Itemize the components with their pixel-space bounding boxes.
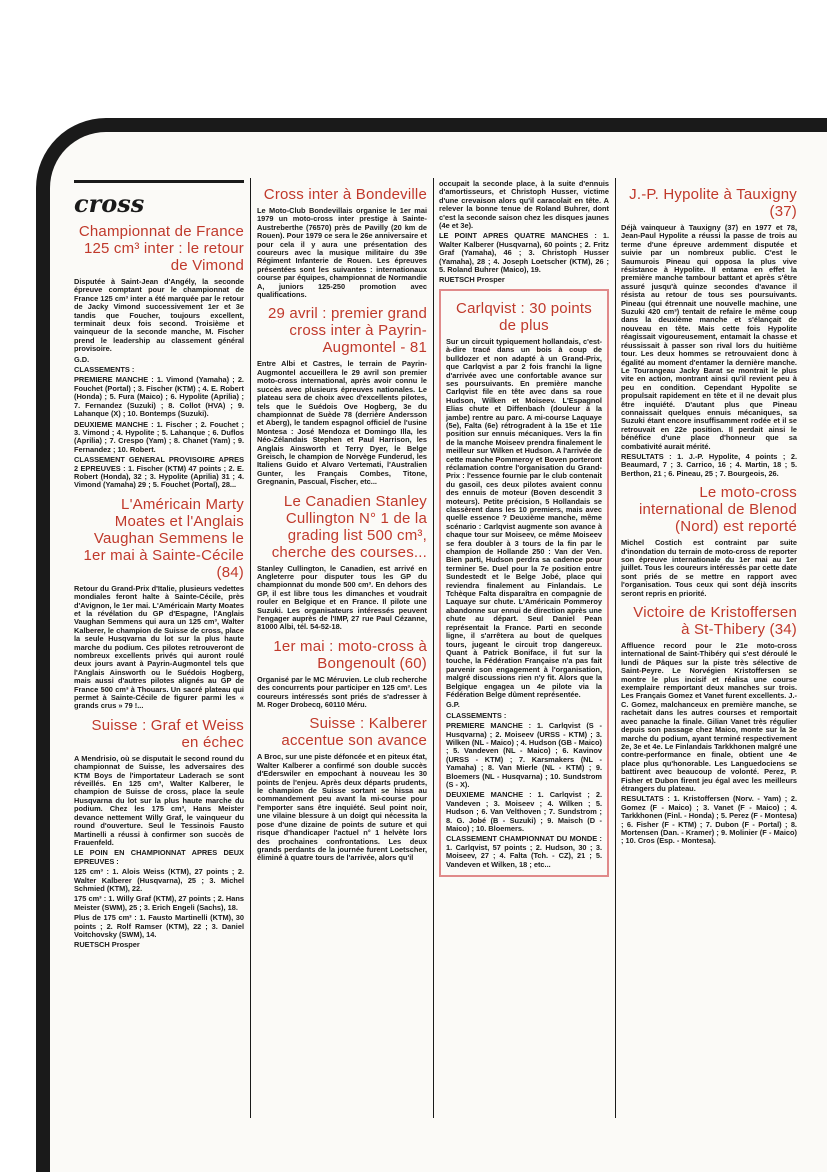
article-body: Disputée à Saint-Jean d'Angély, la seconde épreuve comptant pour le championnat de France 125 cm³ inter a été marquée par le retour de Jacky Vimond successivement 1er et 3e tandis que Foucher, toujours excellent, terminait deux fois second. Troisième et vainqueur de la seconde manche, M. Fischer prend le leadership au classement général provisoire. [74,277,244,354]
results-text: CLASSEMENT CHAMPIONNAT DU MONDE : 1. Carlqvist, 57 points ; 2. Hudson, 30 ; 3. Moiseev, 27 ; 4. Falta (Tch. - CZ), 21 ; 5. Vandeven et Wilken, 18 ; etc... [446,834,602,869]
column-divider [433,178,434,1118]
article-body: Retour du Grand-Prix d'Italie, plusieurs vedettes mondiales feront halte à Sainte-Cécile, près d'Avignon, le 1er mai. L'Américain Marty Moates et la révélation du GP d'Espagne, l'Anglais Vaughan Semmens qui aura un 125 cm³, Walter Kalberer, le champion de Suisse de cross, place la seule Husqvarna du lot sur la plus haute marche du podium. Ces pilotes retrouveront de nombreux excellents privés qui auront roulé deux jours avant à Payrin-Augmontel tels que l'Anglais Ainsworth ou le Suédois Hogberg, mais aussi d'autres pilotes alignés au GP de France 500 cm³ à Thouars. Un sacré plateau qui permet à Sainte-Cécile de figurer parmi les « grands crus » 79 !... [74,583,244,711]
article-body: Sur un circuit typiquement hollandais, c'est-à-dire tracé dans un bois à coup de bulldozer et non adapté à un Grand-Prix, que Carlqvist a par 2 fois franchi la ligne d'arrivée avec une confortable avance sur ses poursuivants. En première manche Carlqvist file en tête avec dans sa roue Hudson, Wilken et Moiseev. L'Espagnol Elias chute et Diffenbach (douleur à la jambe) rentre au parc. A mi-course Laquaye (5e), Falta (6e) rétrogradent à la 15e et 11e position sur ennuis mécaniques. Vers la fin de la manche Moiseev prendra finalement le meilleur sur Wilken et Hudson. A l'arrivée de cette manche Pommeroy et Boven porteront réclamation contre l'organisation du Grand-Prix : l'essence fournie par le club contenait du gasoil, ces deux pilotes avaient connu des ennuis de moteur (Boven descendit 3 moteurs). Petite précision, 5 Hollandais se classèrent dans les 10 premiers, mais avec quelle essence ? Deuxième manche, même scénario : Carlqvist augmente son avance à chaque tour sur Moiseev, ce même Moiseev se fera doubler à 3 tours de la fin par le champion de Hollande 250 : Van der Ven. Bien parti, Hudson perdra sa cadence pour terminer 5e. Duel pour la 7e position entre Sundestedt et le Belge Jobé, place qui reviendra finalement au Finlandais. Le Tchèque Falta disparaîtra en compagnie de Laquaye sur chute. L'Américain Pommeroy abandonne sur ennui de direction après une chute au départ. Seul Daniel Pean représentait la France. Parti en seconde ligne, il s'arrêtera au bout de quelques tours, jugeant le circuit trop dangereux. Quant à Patrick Boniface, il fut sur la touche, la Fédération Française n'a pas fait parvenir son engagement à l'organisation, malgré discussions rien n'y fit. Alors que la Belgique engagea un 4e pilote via la Fédération Belge dûment représentée. [446,336,602,699]
article-title: Carlqvist : 30 points de plus [456,299,592,334]
column-1 [74,180,244,952]
results-heading: CLASSEMENTS : [446,710,507,720]
section-rubric: cross [74,180,244,217]
article-signature: G.P. [446,700,460,710]
article-title: Championnat de France 125 cm³ inter : le retour de Vimond [78,223,244,274]
article-title: 1er mai : moto-cross à Bongenoult (60) [273,637,427,672]
article-body: Entre Albi et Castres, le terrain de Payrin-Augmontel accueillera le 29 avril son premier moto-cross international, après avoir connu le succès avec plusieurs épreuves nationales. Le plateau sera de choix avec d'excellents pilotes, tels que le Suédois Ove Hogberg, 3e du championnat de Suède 78 (derrière Andersson et Aberg), le tandem espagnol officiel de l'usine Montesa : José Mendoza et Domingo Illa, les Néo-Zélandais Stephen et Paul Harrison, les Anglais Ainsworth et Terry Dyer, le Belge Greisch, le champion de Norvège Funderud, les Italiens Guido et Alvaro Vertemati, l'Australien Gunter, les Français Combes, Titone, Gregnanin, Pascual, Fischer, etc... [257,359,427,487]
article-body: Affluence record pour le 21e moto-cross international de Saint-Thibéry qui s'est déroulé le lundi de Pâques sur la piste très sélective de Saint-Peyre. Le Norvégien Kristoffersen se montre le plus incisif et réalisa une course exemplaire remportant deux manches sur trois. Les Français Gomez et Vanet furent excellents. J.-C. Gomez, malchanceux en première manche, se rachetait dans les autres courses et remportait avec panache la finale. Gilian Vanet très régulier depuis son passage chez Maico, monte sur la 3e marche du podium, ayant terminé respectivement 2e, 3e et 4e. Le Finlandais Tarkkhonen malgré une contre-performance en finale, obtient une 4e place plus qu'honorable. Les Languedociens se battirent avec beaucoup de volonté. Perez, P. Fisher et Dubon firent jeu égal avec les meilleurs étrangers du plateau. [621,641,797,793]
column-2 [257,180,427,865]
page-top-margin [0,0,827,118]
article-body: Organisé par le MC Méruvien. Le club recherche des concurrents pour participer en 125 cm³. Les coureurs intéressés sont priés de s'adresser à M. Roger Drobecq, 60110 Méru. [257,674,427,710]
article-title: Le Canadien Stanley Cullington N° 1 de la grading list 500 cm³, cherche des courses... [271,492,427,561]
article-title: Suisse : Graf et Weiss en échec [91,716,244,751]
results-text: DEUXIEME MANCHE : 1. Fischer ; 2. Fouchet ; 3. Vimond ; 4. Hypolite ; 5. Lahanque ; 6. Duflos (Aprilia) ; 7. Crespo (Yam) ; 8. Chanet (Yam) ; 9. Fernandez ; 10. Robert. [74,419,244,454]
article-title: Victoire de Kristoffersen à St-Thibery (34) [633,604,797,639]
results-text: LE POINT APRES QUATRE MANCHES : 1. Walter Kalberer (Husqvarna), 60 points ; 2. Fritz Graf (Yamaha), 46 ; 3. Christoph Husser (Yamaha), 28 ; 4. Joseph Loetscher (KTM), 26 ; 5. Roland Buhrer (Maico), 19. [439,231,609,275]
column-3 [439,180,609,877]
results-text: RESULTATS : 1. Kristoffersen (Norv. - Yam) ; 2. Gomez (F - Maico) ; 3. Vanet (F - Maico) ; 4. Tarkkhonen (Finl. - Honda) ; 5. Perez (F - Montesa) ; 6. Fisher (F - KTM) ; 7. Dubon (F - Portal) ; 8. Mortensen (Dan. - Kramer) ; 9. Molinier (F - Maico) ; 10. Cros (Esp. - Montesa). [621,794,797,846]
results-text: 175 cm³ : 1. Willy Graf (KTM), 27 points ; 2. Hans Meister (SWM), 25 ; 3. Erich Engeli (Sachs), 18. [74,894,244,912]
results-text: PREMIERE MANCHE : 1. Carlqvist (S - Husqvarna) ; 2. Moiseev (URSS - KTM) ; 3. Wilken (NL - Maico) ; 4. Hudson (GB - Maico) ; 5. Vandeven (NL - Maico) ; 6. Kavinov (URSS - KTM) ; 7. Karsmakers (NL - Yamaha) ; 8. Van Mierle (NL - KTM) ; 9. Bloemers (NL - Husqvarna) ; 10. Sundstrom (S - X). [446,721,602,789]
results-heading: CLASSEMENTS : [74,365,135,375]
article-title: Suisse : Kalberer accentue son avance [281,715,427,750]
results-text: CLASSEMENT GENERAL PROVISOIRE APRES 2 EPREUVES : 1. Fischer (KTM) 47 points ; 2. E. Robert (Honda), 32 ; 3. Hypolite (Aprilia) 31 ; 4. Vimond (Yamaha) 29 ; 5. Fouchet (Portal), 28... [74,455,244,490]
article-body: occupait la seconde place, à la suite d'ennuis d'amortisseurs, et Christoph Husser, victime d'une crevaison alors qu'il caracolait en tête. A relever la bonne tenue de Roland Buhrer, dont c'est la seconde saison chez les disques jaunes (4e et 3e). [439,179,609,231]
article-title: L'Américain Marty Moates et l'Anglais Vaughan Semmens le 1er mai à Sainte-Cécile (84) [83,495,244,581]
results-text: PREMIERE MANCHE : 1. Vimond (Yamaha) ; 2. Fouchet (Portal) ; 3. Fischer (KTM) ; 4. E. Robert (Honda) ; 5. Fura (Maico) ; 6. Hypolite (Aprilia) ; 7. Fernandez (Suzuki) ; 8. Collot (HVA) ; 9. Lahanque (X) ; 10. Bontemps (Suzuki). [74,375,244,419]
article-title: 29 avril : premier grand cross inter à Payrin-Augmontel - 81 [267,305,427,357]
article-body: Stanley Cullington, le Canadien, est arrivé en Angleterre pour disputer tous les GP du championnat du monde 500 cm³. En dehors des GP, il est libre tous les dimanches et voudrait rouler en Belgique et en France. Il pilote une Suzuki. Les organisateurs intéressés peuvent l'engager auprès de l'IMP, 27 rue Paul Cézanne, 81000 Albi, tél. 54-52-18. [257,563,427,632]
results-text: DEUXIEME MANCHE : 1. Carlqvist ; 2. Vandeven ; 3. Moiseev ; 4. Wilken ; 5. Hudson ; 6. Van Velthoven ; 7. Sundstrom ; 8. G. Jobé (B - Suzuki) ; 9. Maisch (D - Maico) ; 10. Bloemers. [446,790,602,834]
column-4 [621,180,797,848]
column-divider [615,178,616,1118]
article-title: Le moto-cross international de Blenod (Nord) est reporté [638,484,797,536]
boxed-article [439,289,609,877]
results-text: Plus de 175 cm³ : 1. Fausto Martinelli (KTM), 30 points ; 2. Rolf Ramser (KTM), 22 ; 3. Daniel Voitchovsky (SWM), 14. [74,913,244,939]
article-signature: G.D. [74,354,90,364]
column-divider [250,178,251,1118]
article-body: Michel Costich est contraint par suite d'inondation du terrain de moto-cross de reporter son épreuve internationale du 1er mai au 1er juillet. Tous les coureurs intéressés par cette date sont priés de se mettre en rapport avec l'organisation. Tous ceux qui sont déjà inscrits seront repris en priorité. [621,538,797,598]
article-title: J.-P. Hypolite à Tauxigny (37) [629,186,797,220]
results-heading: LE POIN EN CHAMPIONNAT APRES DEUX EPREUVES : [74,848,244,866]
results-text: RESULTATS : 1. J.-P. Hypolite, 4 points ; 2. Beaumard, 7 ; 3. Carrico, 16 ; 4. Martin, 18 ; 5. Berthon, 21 ; 6. Pineau, 25 ; 7. Bourgeois, 26. [621,451,797,478]
article-body: Déjà vainqueur à Tauxigny (37) en 1977 et 78, Jean-Paul Hypolite a réussi la passe de trois au terme d'une épreuve ardemment disputée et suivie par un nombreux public. C'est le Saumurois Pineau qui opposa la plus vive résistance à Hypolite. Il entama en effet la première manche tambour battant et après s'être assuré jusqu'à quinze secondes d'avance il résista au retour de tous ses poursuivants. Pineau (qui étrennait une nouvelle machine, une Suzuki 420 cm³) tentait de refaire le même coup dans la deuxième manche et s'élançait de nouveau en tête. Mais cette fois Hypolite réagissait vigoureusement, entamait la chasse et réussissait à passer son rival lors du huitième tour. Les deux hommes se retrouvaient donc à égalité au moment d'entamer la dernière manche. Le Tourangeau Jacky Barat se montrait le plus vite en action, montrant ainsi qu'il revient peu à peu en condition. Cependant Hypolite se propulsait rapidement en tête et il ne devait plus être inquiété. D'autant plus que Pineau connaissait quelques ennuis mécaniques, sa Suzuki étant encore insuffisamment rodée et il se retrouvait en 22e position. Il perdait ainsi le bénéfice d'une place d'honneur que sa combativité aurait mérité. [621,223,797,451]
article-body: A Mendrisio, où se disputait le second round du championnat de Suisse, les adversaires des KTM Boys de l'importateur Laderach se sont réveillés. En 125 cm³, Walter Kalberer, le champion de Suisse de cross, place la seule Husqvarna du lot sur la plus haute marche du podium. Chez les 175 cm³, Hans Meister devance nettement Willy Graf, le vainqueur du round d'ouverture. Seul le Tessinois Fausto Martinelli a réussi à confirmer son succès de Frauenfeld. [74,753,244,847]
article-signature: RUETSCH Prosper [439,275,505,285]
article-title: Cross inter à Bondeville [263,186,427,203]
article-signature: RUETSCH Prosper [74,940,140,950]
results-text: 125 cm³ : 1. Alois Weiss (KTM), 27 points ; 2. Walter Kalberer (Husqvarna), 25 ; 3. Michel Schmied (KTM), 22. [74,867,244,893]
article-body: Le Moto-Club Bondevillais organise le 1er mai 1979 un moto-cross inter prestige à Sainte-Austreberthe (76570) près de Pavilly (20 km de Rouen). Pour 1979 ce sera le 26e anniversaire et pour cela il y aura une présentation des coureurs avec la musique militaire du 39e Régiment Infanterie de Rouen. Les épreuves présentées sont les suivantes : internationaux course par équipes, championnat de Normandie A, juniors 125-250 promotion avec qualifications. [257,206,427,300]
article-body: A Broc, sur une piste défoncée et en piteux état, Walter Kalberer a confirmé son double succès d'Ederswiler en empochant à nouveau les 30 points de l'enjeu. Après deux départs prudents, le champion de Suisse sortant se hissa au commandement peu avant la mi-course pour l'emporter sans être inquiété. Seul point noir, une vilaine blessure à un doigt qui nécessita la pose d'une dizaine de points de suture et qui risque d'handicaper l'actuel n° 1 helvète lors des prochaines confrontations. Les deux grands perdants de la journée furent Loetscher, éliminé à quatre tours de l'arrivée, alors qu'il [257,752,427,863]
